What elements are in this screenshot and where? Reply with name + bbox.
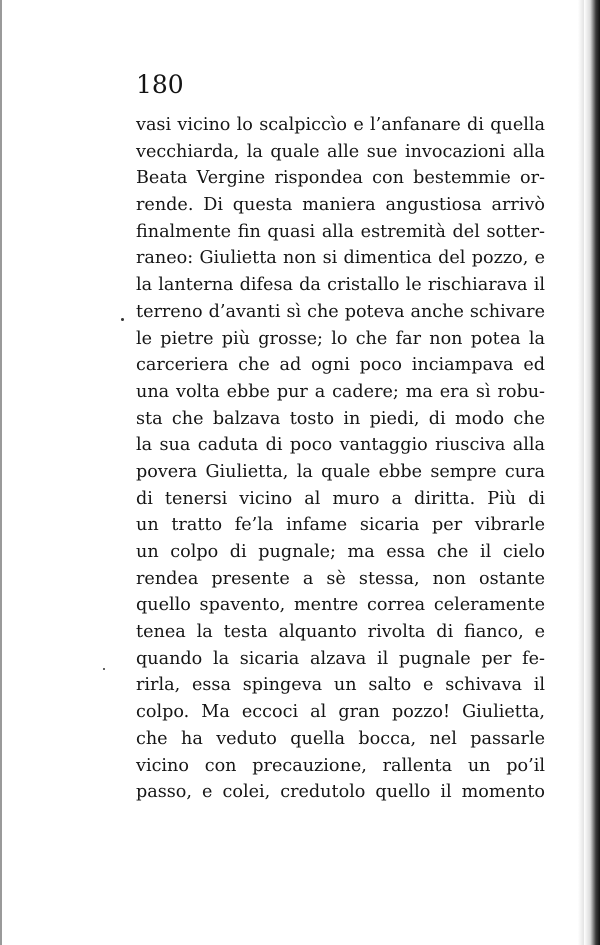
text-line: una volta ebbe pur a cadere; ma era sì robu- [136, 381, 545, 402]
text-line: rende. Di questa maniera angustiosa arrivò [136, 195, 545, 216]
text-line: un colpo di pugnale; ma essa che il cielo [136, 542, 545, 562]
text-line: di tenersi vicino al muro a diritta. Più di [136, 488, 545, 509]
page-left-edge [0, 0, 2, 945]
ink-speck [121, 318, 124, 321]
text-line: vecchiarda, la quale alle sue invocazioni alla [136, 141, 545, 162]
text-line: quando la sicaria alzava il pugnale per fe- [136, 648, 545, 669]
text-line: terreno d’avanti sì che poteva anche schivare [136, 301, 545, 322]
text-line: raneo: Giulietta non si dimentica del pozzo, e [136, 248, 545, 269]
text-line: che ha veduto quella bocca, nel passarle [136, 728, 545, 749]
text-line: finalmente fin quasi alla estremità del sotter- [136, 221, 545, 242]
page-right-edge [584, 0, 600, 945]
body-text [136, 112, 545, 806]
text-line: sta che balzava tosto in piedi, di modo che [136, 408, 545, 429]
text-line: un tratto fe’la infame sicaria per vibrarle [136, 515, 545, 536]
text-line: la lanterna difesa da cristallo le rischiarava il [136, 275, 545, 296]
text-line: rendea presente a sè stessa, non ostante [136, 568, 545, 589]
text-line: rirla, essa spingeva un salto e schivava il [136, 675, 545, 696]
text-line: povera Giulietta, la quale ebbe sempre cura [136, 461, 545, 482]
text-line: vicino con precauzione, rallenta un po’il [136, 755, 545, 776]
text-line: colpo. Ma eccoci al gran pozzo! Giulietta, [136, 702, 545, 723]
text-line: carceriera che ad ogni poco inciampava ed [136, 355, 545, 376]
text-line: Beata Vergine rispondea con bestemmie or- [136, 168, 545, 189]
text-line: le pietre più grosse; lo che far non potea la [136, 328, 545, 349]
page-number: 180 [136, 70, 184, 99]
text-line: passo, e colei, credutolo quello il momento [136, 782, 545, 803]
ink-speck [103, 668, 105, 670]
text-line: tenea la testa alquanto rivolta di fianco, e [136, 622, 545, 643]
text-line: quello spavento, mentre correa celeramente [136, 595, 545, 616]
text-line: la sua caduta di poco vantaggio riusciva alla [136, 435, 545, 456]
text-line: vasi vicino lo scalpiccìo e l’anfanare di quella [136, 115, 545, 135]
